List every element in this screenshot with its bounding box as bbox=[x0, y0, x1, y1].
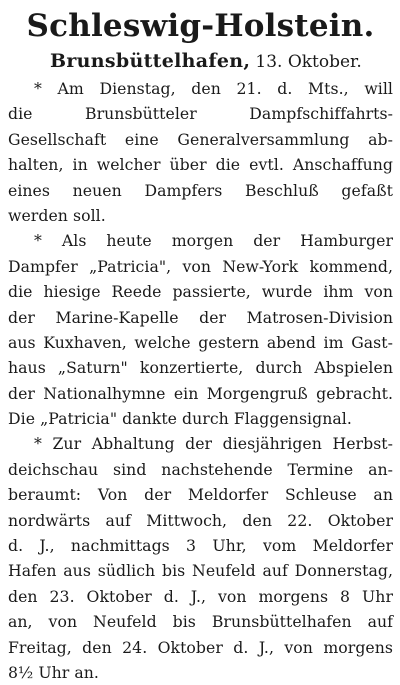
article-line: deichschau sind nachstehende Termine an- bbox=[8, 459, 393, 479]
article-line: werden soll. bbox=[8, 205, 106, 225]
dateline-date: 13. Oktober. bbox=[255, 52, 362, 72]
dateline bbox=[8, 47, 393, 76]
article-line: 8½ Uhr an. bbox=[8, 662, 99, 682]
article-line: Gesellschaft eine Generalversammlung ab- bbox=[8, 129, 393, 149]
article-line: aus Kuxhaven, welche gestern abend im Gast- bbox=[8, 332, 393, 352]
article-line: Freitag, den 24. Oktober d. J., von morgens bbox=[8, 637, 393, 657]
article-line: d. J., nachmittags 3 Uhr, vom Meldorfer bbox=[8, 536, 393, 556]
article-line: die hiesige Reede passierte, wurde ihm von bbox=[8, 282, 393, 302]
article-line: beraumt: Von der Meldorfer Schleuse an bbox=[8, 485, 393, 505]
article-line: Hafen aus südlich bis Neufeld auf Donnerstag, bbox=[8, 561, 393, 581]
article-line: eines neuen Dampfers Beschluß gefaßt bbox=[8, 180, 393, 200]
article-line: halten, in welcher über die evtl. Anschaffung bbox=[8, 155, 393, 175]
article-line: den 23. Oktober d. J., von morgens 8 Uhr bbox=[8, 586, 393, 606]
article-line: * Am Dienstag, den 21. d. Mts., will bbox=[34, 79, 393, 98]
article-line: Die „Patricia" dankte durch Flaggensignal. bbox=[8, 409, 352, 429]
dateline-place: Brunsbüttelhafen, bbox=[50, 50, 251, 72]
article-line: an, von Neufeld bis Brunsbüttelhafen auf bbox=[8, 612, 393, 632]
article-line: die Brunsbütteler Dampfschiffahrts- bbox=[8, 104, 393, 124]
article-line: haus „Saturn" konzertierte, durch Abspielen bbox=[8, 358, 393, 378]
article-line: * Als heute morgen der Hamburger bbox=[34, 231, 393, 251]
article-line: nordwärts auf Mittwoch, den 22. Oktober bbox=[8, 510, 393, 530]
article-line: * Zur Abhaltung der diesjährigen Herbst- bbox=[34, 434, 393, 454]
article-body bbox=[8, 76, 393, 685]
section-headline: Schleswig-Holstein. bbox=[26, 8, 375, 44]
article-line: der Nationalhymne ein Morgengruß gebracht. bbox=[8, 383, 393, 403]
article-line: Dampfer „Patricia", von New-York kommend, bbox=[8, 256, 393, 276]
article-line: der Marine-Kapelle der Matrosen-Division bbox=[8, 307, 393, 327]
